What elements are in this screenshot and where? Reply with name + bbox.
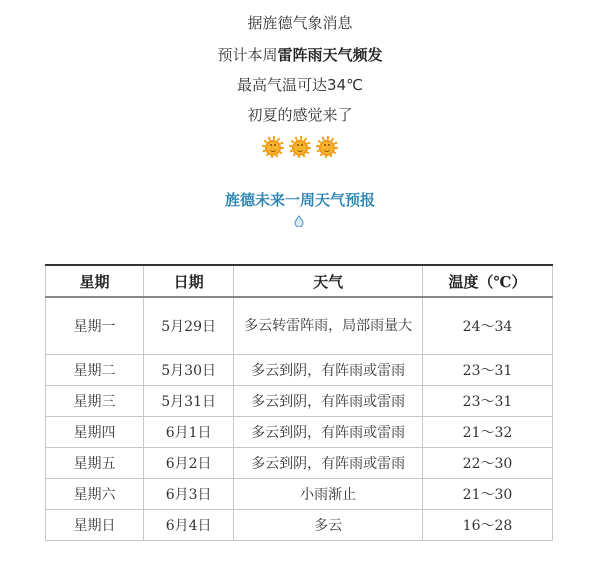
sun-emoji-icon (318, 138, 336, 156)
table-row (46, 386, 553, 417)
header-weather: 天气 (234, 265, 423, 297)
cell-day: 星期日 (46, 510, 144, 541)
sun-emoji-row (0, 138, 600, 160)
cell-day: 星期六 (46, 479, 144, 510)
cell-date: 6月1日 (143, 417, 233, 448)
cell-weather: 多云 (234, 510, 423, 541)
cell-temp: 21～30 (423, 479, 553, 510)
cell-date: 5月29日 (143, 297, 233, 355)
cell-date: 6月4日 (143, 510, 233, 541)
table-row (46, 355, 553, 386)
cell-day: 星期三 (46, 386, 144, 417)
cell-temp: 23～31 (423, 355, 553, 386)
cell-date: 6月2日 (143, 448, 233, 479)
intro-line-2 (0, 44, 600, 65)
cell-temp: 24～34 (423, 297, 553, 355)
cell-date: 6月3日 (143, 479, 233, 510)
cell-day: 星期五 (46, 448, 144, 479)
cell-weather: 多云到阴，有阵雨或雷雨 (234, 386, 423, 417)
cell-weather: 多云到阴，有阵雨或雷雨 (234, 417, 423, 448)
cell-weather: 多云到阴，有阵雨或雷雨 (234, 448, 423, 479)
droplet-icon (293, 215, 305, 227)
forecast-table (45, 264, 553, 541)
sun-emoji-icon (291, 138, 309, 156)
intro-line-2-highlight: 雷阵雨天气频发 (277, 46, 383, 64)
intro-line-3: 最高气温可达34℃ (237, 76, 363, 94)
cell-temp: 16～28 (423, 510, 553, 541)
cell-date: 5月30日 (143, 355, 233, 386)
cell-day: 星期一 (46, 297, 144, 355)
table-header-row (46, 265, 553, 297)
cell-temp: 23～31 (423, 386, 553, 417)
intro-line-4: 初夏的感觉来了 (247, 106, 353, 124)
forecast-title: 旌德未来一周天气预报 (224, 191, 375, 209)
cell-date: 5月31日 (143, 386, 233, 417)
cell-day: 星期二 (46, 355, 144, 386)
header-temperature: 温度（℃） (423, 265, 553, 297)
cell-temp: 21～32 (423, 417, 553, 448)
header-date: 日期 (143, 265, 233, 297)
table-row (46, 417, 553, 448)
intro-line-1: 据旌德气象消息 (247, 14, 353, 32)
cell-weather: 小雨渐止 (234, 479, 423, 510)
cell-weather: 多云到阴，有阵雨或雷雨 (234, 355, 423, 386)
cell-weather: 多云转雷阵雨，局部雨量大 (234, 297, 423, 355)
cell-temp: 22～30 (423, 448, 553, 479)
intro-line-2-prefix: 预计本周 (217, 46, 278, 64)
table-row (46, 297, 553, 355)
table-row (46, 510, 553, 541)
header-day: 星期 (46, 265, 144, 297)
table-row (46, 479, 553, 510)
table-row (46, 448, 553, 479)
sun-emoji-icon (264, 138, 282, 156)
cell-day: 星期四 (46, 417, 144, 448)
